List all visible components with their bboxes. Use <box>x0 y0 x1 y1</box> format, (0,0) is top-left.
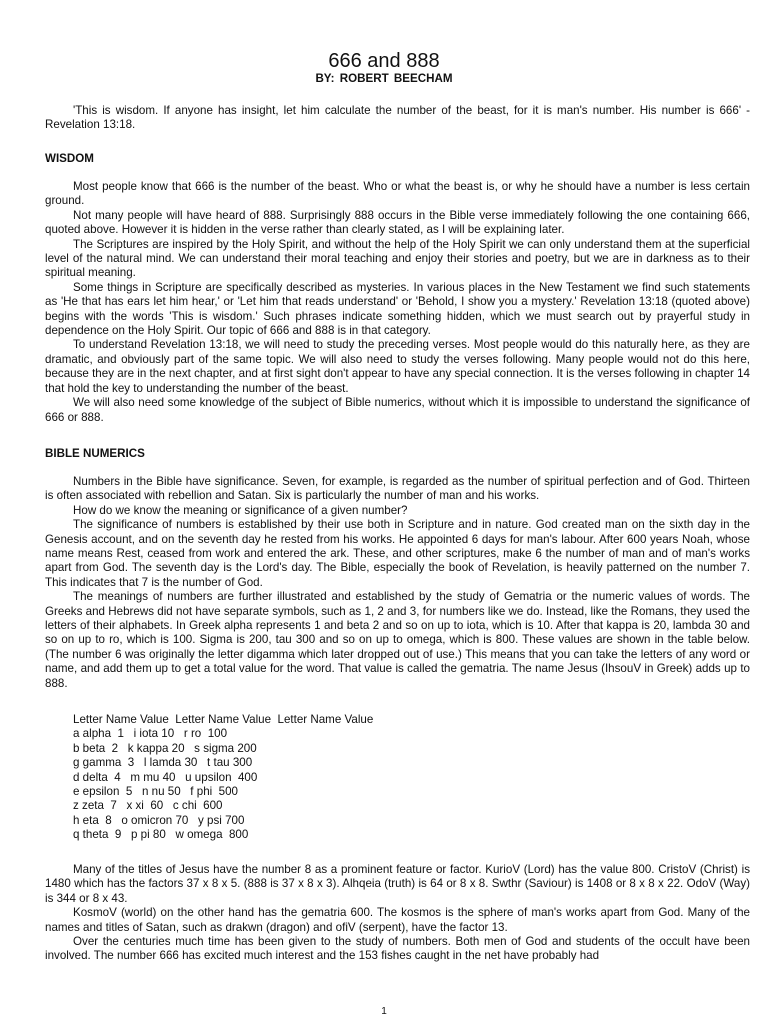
author-byline: BY: ROBERT BEECHAM <box>315 72 453 85</box>
paragraph: The meanings of numbers are further illustrated and established by the study of Gematria or the numeric values of words. The Greeks and Hebrews did not have separate symbols, such as 1, 2 and 3, for numbers like we do. Instead, like the Romans, they used the letters of their alphabets. In Greek alpha represents 1 and beta 2 and so on up to iota, which is 10. After that kappa is 20, lambda 30 and so on up to ro, which is 100. Sigma is 200, tau 300 and so on up to omega, which is 800. These values are shown in the table below. (The number 6 was originally the letter digamma which later dropped out of use.) This means that you can take the letters of any word or name, and add them up to get a total value for the word. That value is called the gematria. The name Jesus (IhsouV in Greek) adds up to 888. <box>45 590 750 690</box>
document-title: 666 and 888 <box>328 50 440 72</box>
closing-body <box>45 863 750 964</box>
paragraph: Many of the titles of Jesus have the number 8 as a prominent feature or factor. KurioV (Lord) has the value 800. CristoV (Christ) is 1480 which has the factors 37 x 8 x 5. (888 is 37 x 8 x 3). Alhqeia (truth) is 64 or 8 x 8. Swthr (Saviour) is 1408 or 8 x 8 x 22. OdoV (Way) is 344 or 8 x 43. <box>45 863 750 905</box>
paragraph: How do we know the meaning or significance of a given number? <box>73 503 408 517</box>
table-row: z zeta 7 x xi 60 c chi 600 <box>73 799 223 813</box>
section-heading-wisdom: WISDOM <box>45 152 94 165</box>
epigraph-block <box>45 104 750 133</box>
paragraph: We will also need some knowledge of the subject of Bible numerics, without which it is impossible to understand the significance of 666 or 888. <box>45 396 750 424</box>
paragraph: The Scriptures are inspired by the Holy Spirit, and without the help of the Holy Spirit we can only understand them at the superficial level of the natural mind. We can understand their moral teaching and enjoy their stories and poetry, but we are in darkness as to their spiritual meaning. <box>45 237 750 280</box>
paragraph: KosmoV (world) on the other hand has the gematria 600. The kosmos is the sphere of man's works apart from God. Many of the names and titles of Satan, such as drakwn (dragon) and ofiV (serpent), have the factor 13. <box>45 906 750 934</box>
paragraph: Not many people will have heard of 888. Surprisingly 888 occurs in the Bible verse immediately following the one containing 666, quoted above. However it is hidden in the verse rather than clearly stated, as I will be explaining later. <box>45 208 750 237</box>
paragraph: Numbers in the Bible have significance. Seven, for example, is regarded as the number of spiritual perfection and of God. Thirteen is often associated with rebellion and Satan. Six is particularly the number of man and his works. <box>45 475 750 503</box>
section-body-bible-numerics <box>45 475 750 691</box>
table-header-row: Letter Name Value Letter Name Value Letter Name Value <box>73 713 374 726</box>
epigraph-text: 'This is wisdom. If anyone has insight, let him calculate the number of the beast, for it is man's number. His number is 666' - Revelation 13:18. <box>45 104 750 132</box>
table-row: b beta 2 k kappa 20 s sigma 200 <box>73 741 257 755</box>
paragraph: Some things in Scripture are specifically described as mysteries. In various places in the New Testament we find such statements as 'He that has ears let him hear,' or 'Let him that reads understand' or 'Behold, I show you a mystery.' Revelation 13:18 (quoted above) begins with the words 'This is wisdom.' Such phrases indicate something hidden, which we must search out by prayerful study in dependence on the Holy Spirit. Our topic of 666 and 888 is in that category. <box>45 280 750 338</box>
page-number: 1 <box>381 1006 387 1017</box>
table-row: a alpha 1 i iota 10 r ro 100 <box>73 727 228 741</box>
gematria-table <box>73 713 673 843</box>
table-row: h eta 8 o omicron 70 y psi 700 <box>73 813 245 827</box>
section-heading-bible-numerics: BIBLE NUMERICS <box>45 447 145 460</box>
table-row: d delta 4 m mu 40 u upsilon 400 <box>73 770 258 784</box>
paragraph: Most people know that 666 is the number of the beast. Who or what the beast is, or why he should have a number is less certain ground. <box>45 180 750 208</box>
section-body-wisdom <box>45 180 750 425</box>
paragraph: The significance of numbers is established by their use both in Scripture and in nature. God created man on the sixth day in the Genesis account, and on the seventh day he rested from his works. He appointed 6 days for man's labour. After 600 years Noah, whose name means Rest, ceased from work and entered the ark. These, and other scriptures, make 6 the number of man and of man's works apart from God. The seventh day is the Lord's day. The Bible, especially the book of Revelation, is heavily patterned on the number 7. This indicates that 7 is the number of God. <box>45 518 750 589</box>
table-row: g gamma 3 l lamda 30 t tau 300 <box>73 756 253 770</box>
table-row: e epsilon 5 n nu 50 f phi 500 <box>73 785 239 799</box>
paragraph: To understand Revelation 13:18, we will need to study the preceding verses. Most people would do this naturally here, as they are dramatic, and obviously part of the same topic. We will also need to study the verses following. Many people would not do this here, because they are in the next chapter, and at first sight don't appear to have any special connection. It is the verses following in chapter 14 that hold the key to understanding the number of the beast. <box>45 338 750 395</box>
paragraph: Over the centuries much time has been given to the study of numbers. Both men of God and students of the occult have been involved. The number 666 has excited much interest and the 153 fishes caught in the net have probably had <box>45 935 750 963</box>
table-row: q theta 9 p pi 80 w omega 800 <box>73 828 249 842</box>
